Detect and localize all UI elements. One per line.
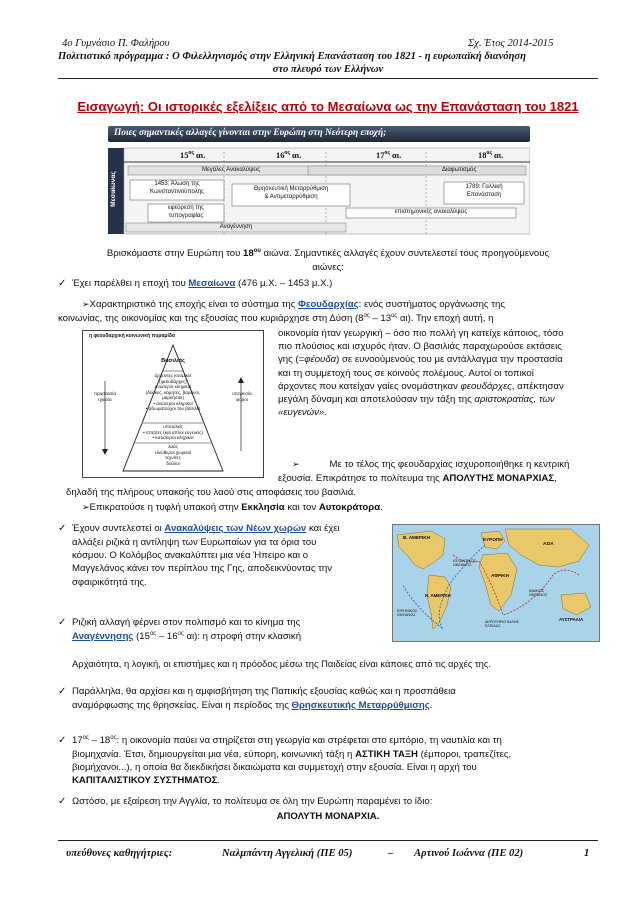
link-discoveries[interactable]: Ανακαλύψεις των Νέων χωρών <box>164 523 307 534</box>
bullet-middle-ages: ✓ Έχει παρέλθει η εποχή του Μεσαίωνα (476 μ.Χ. – 1453 μ.Χ.) <box>58 278 333 289</box>
map-north-america: Β. ΑΜΕΡΙΚΗ <box>403 535 430 540</box>
bullet-monarchy: ✓ Ωστόσο, με εξαίρεση την Αγγλία, το πολίτευμα σε όλη την Ευρώπη παραμένει το ίδιο: <box>58 796 433 807</box>
footer-teacher2: Αρτινού Ιωάννα (ΠΕ 02) <box>414 848 524 859</box>
bullet-reformation: ✓ Παράλληλα, θα αρχίσει και η αμφισβήτηση της Παπικής εξουσίας καθώς και η προσπάθεια αναμόρφωσης της θρησκείας. Είναι η περίοδος της Θρησκευτικής Μεταρρύθμισης. <box>58 686 456 711</box>
central-power-line3: δηλαδή της πλήρους υπακοής του λαού στις αποφάσεις του βασιλιά. <box>66 487 357 498</box>
map-good-hope: ΑΚΡΩΤΗΡΙΟ ΚΑΛΗΣ ΕΛΠΙΔΑΣ <box>485 620 519 628</box>
scientific-label: επιστημονικές ανακαλύψεις <box>394 209 468 215</box>
link-reformation[interactable]: Θρησκευτικής Μεταρρύθμισης <box>291 699 430 711</box>
arrow-bullet-icon: ➢ <box>82 300 90 310</box>
feudalism-line2: κοινωνίας, της οικονομίας και της εξουσίας που κυριάρχησε στη Δύση ($8^{o\varsigma} - 13^{o\varsigma}$ αι). Την εποχή αυτή, η <box>58 312 494 324</box>
map-australia: ΑΥΣΤΡΑΛΙΑ <box>559 617 584 622</box>
check-icon: ✓ <box>58 735 67 746</box>
enlightenment-band <box>308 166 526 175</box>
page-number: 1 <box>584 848 590 859</box>
bullet-economy: ✓ $17^{o\varsigma} - 18^{o\varsigma}$: η οικονομία παύει να στηρίζεται στη γεωργία και στρέφεται στο εμπόριο, τη ναυτιλία και τη βιομηχανία. Έτσι, δημιουργείται μια νέα, εύπορη, κοινωνική τάξη η ΑΣΤΙΚΗ ΤΑΞΗ (έμποροι, τραπεζίτες, βιομήχανοι...), η οποία θα διεκδικήσει δικαιώματα και συμμετοχή στην εξουσία. Είναι η αρχή του ΚΑΠΙΤΑΛΙΣΤΙΚΟΥ ΣΥΣΤΗΜΑΤΟΣ. <box>58 734 512 787</box>
footer-label: υπεύθυνες καθηγήτριες: <box>66 848 173 859</box>
renaissance-label: Αναγέννηση <box>219 224 253 230</box>
link-middle-ages[interactable]: Μεσαίωνα <box>188 278 236 289</box>
century-16-label: $16^{o\varsigma}$ αι. <box>276 150 302 160</box>
check-icon: ✓ <box>58 523 67 534</box>
fall-constantinople-label: 1453: Άλωση της Κωνσταντινούπολης <box>150 181 204 195</box>
map-europe: ΕΥΡΩΠΗ <box>483 537 503 542</box>
map-africa: ΑΦΡΙΚΗ <box>491 573 509 578</box>
pyramid-people: λαός ελεύθεροι χωρικοί τεχνίτες δούλοι <box>154 444 192 466</box>
pyramid-left-label: προστασία ηγεσία <box>93 391 117 402</box>
arrow-bullet-icon: ➢ <box>292 460 300 470</box>
middle-ages-label: Μεσαίωνας <box>110 171 117 207</box>
map-pacific: ΕΙΡΗΝΙΚΟΣ ΩΚΕΑΝΟΣ <box>397 609 418 618</box>
century-17-label: $17^{o\varsigma}$ αι. <box>376 150 402 160</box>
printing-label: εφεύρεση της τυπογραφίας <box>168 205 204 219</box>
school-name: 4ο Γυμνάσιο Π. Φαλήρου <box>62 38 170 49</box>
pyramid-king: Βασιλιάς <box>161 358 185 364</box>
program-title-line2: στο πλευρό των Ελλήνων <box>272 64 384 75</box>
arrow-bullet-icon: ➢ <box>82 503 90 513</box>
century-18-label: $18^{o\varsigma}$ αι. <box>478 150 504 160</box>
timeline-question: Ποιες σημαντικές αλλαγές γίνονται στην Ευρώπη στη Νεότερη εποχή; <box>114 128 387 138</box>
discoveries-label: Μεγάλες Ανακαλύψεις <box>202 167 261 173</box>
check-icon: ✓ <box>58 617 67 628</box>
program-title-line1: Πολιτιστικό πρόγραμμα : Ο Φιλελληνισμός στην Ελληνική Επανάσταση του 1821 - η ευρωπαϊκή διανόηση <box>58 51 526 62</box>
bullet-renaissance: ✓ Ριζική αλλαγή φέρνει στον πολιτισμό και το κίνημα της Αναγέννησης ($15^{o\varsigma} - 16^{o\varsigma}$ αι): η στροφή στην κλασική <box>58 617 302 642</box>
feudal-pyramid <box>82 330 264 478</box>
map-asia: ΑΣΙΑ <box>543 541 554 546</box>
pyramid-vassals: υποτελείς • ιππότες (και απλοί ευγενείς) • κατώτεροι κληρικοί <box>143 424 203 440</box>
intro-line2: αιώνες: <box>312 262 344 273</box>
world-map <box>392 524 600 642</box>
enlightenment-label: Διαφωτισμός <box>442 167 477 173</box>
footer-dash: – <box>388 848 394 859</box>
pyramid-right-label: υπηρεσία φόροι <box>232 391 252 402</box>
link-renaissance[interactable]: Αναγέννησης <box>72 630 134 642</box>
map-atlantic: ΑΤΛΑΝΤΙΚΟΣ ΩΚΕΑΝΟΣ <box>453 559 477 568</box>
feudalism-paragraph: οικονομία ήταν γεωργική – όσο πιο πολλή γη κατείχε κάποιος, τόσο πιο πλούσιος και ισχυρός ήταν. Ο βασιλιάς παραχωρούσε εκτάσεις γης (=φέουδα) σε ευνοούμενούς του με αντάλλαγμα την προστασία και τη συμμετοχή τους σε κοινούς πολέμους. Αυτοί οι τοπικοί άρχοντες που κατείχαν γαίες ονομάστηκαν φεουδάρχες, απέκτησαν μεγάλη δύναμη και αποτελούσαν την τάξη της αριστοκρατίας, των «ευγενών». <box>278 328 564 419</box>
school-year: Σχ. Έτος 2014-2015 <box>468 38 554 49</box>
footer-rule <box>58 840 598 841</box>
check-icon: ✓ <box>58 686 67 697</box>
map-indian: ΙΝΔΙΚΟΣ ΩΚΕΑΝΟΣ <box>529 589 548 598</box>
header-rule <box>58 78 598 79</box>
feudalism-line1: ➢Χαρακτηριστικό της εποχής είναι το σύστημα της Φεουδαρχίας: ενός συστήματος οργάνωσης της <box>82 299 505 310</box>
timeline-diagram <box>108 124 530 236</box>
church-emperor-line: ➢Επικρατούσε η τυφλή υπακοή στην Εκκλησία και τον Αυτοκράτορα. <box>82 502 383 513</box>
map-south-america: Ν. ΑΜΕΡΙΚΗ <box>425 593 451 598</box>
footer-teacher1: Ναλμπάντη Αγγελική (ΠΕ 05) <box>222 848 353 859</box>
pyramid-nobles: άρχοντες κοσμικοί (φεουδάρχες) ανώτεροι κληρικοί (δούκες, κόμητες, βαρόνοι, μαρκήσιοι) • ανώτεροι κληρικοί • αξιωματούχοι του βασιλιά <box>145 373 201 411</box>
renaissance-line3: Αρχαιότητα, η λογική, οι επιστήμες και η πρόοδος μέσω της Παιδείας είναι κάποιες από τις αρχές της. <box>72 658 491 669</box>
check-icon: ✓ <box>58 278 67 289</box>
central-power-line2: εξουσία. Επικράτησε το πολίτευμα της ΑΠΟΛΥΤΗΣ ΜΟΝΑΡΧΙΑΣ, <box>278 473 557 484</box>
pyramid-title: η φεουδαρχική κοινωνική πυραμίδα <box>89 333 175 339</box>
central-power-line1: ➢ Με το τέλος της φεουδαρχίας ισχυροποιήθηκε η κεντρική <box>292 459 570 470</box>
check-icon: ✓ <box>58 796 67 807</box>
absolute-monarchy: ΑΠΟΛΥΤΗ ΜΟΝΑΡΧΙΑ. <box>276 811 380 822</box>
french-revolution-label: 1789: Γαλλική Επανάσταση <box>465 184 503 198</box>
link-feudalism[interactable]: Φεουδαρχίας <box>298 299 359 310</box>
page-title: Εισαγωγή: Οι ιστορικές εξελίξεις από το Μεσαίωνα ως την Επανάσταση του 1821 <box>77 99 579 114</box>
intro-line1: Βρισκόμαστε στην Ευρώπη του $18^{o\upsilon}$ αιώνα. Σημαντικές αλλαγές έχουν συντελεστεί τους προηγούμενους <box>106 247 550 259</box>
century-15-label: $15^{o\varsigma}$ αι. <box>180 150 206 160</box>
bullet-discoveries: ✓ Έχουν συντελεστεί οι Ανακαλύψεις των Νέων χωρών και έχει αλλάξει ριζικά η αντίληψη των Ευρωπαίων για τα όρια του κόσμου. Ο Κολόμβος ανακαλύπτει μια νέα Ήπειρο και ο Μαγγελάνος κάνει τον περίπλου της Γης, αποδεικνύοντας την σφαιρικότητά της. <box>58 523 340 588</box>
reformation-label: Θρησκευτική Μεταρρύθμιση & Αντιμεταρρύθμιση <box>253 186 329 200</box>
